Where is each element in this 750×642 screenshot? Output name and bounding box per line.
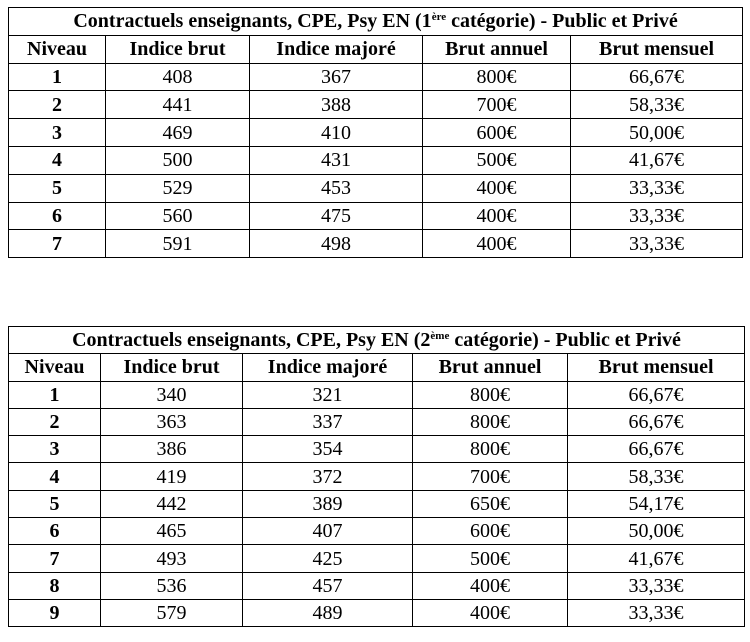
cell-indice-majore: 321 [243, 381, 413, 408]
cell-niveau: 5 [9, 174, 106, 202]
cell-indice-brut: 579 [101, 599, 243, 626]
cell-indice-brut: 469 [106, 119, 250, 147]
cell-indice-majore: 388 [250, 91, 423, 119]
cell-indice-majore: 489 [243, 599, 413, 626]
cell-niveau: 2 [9, 408, 101, 435]
cell-brut-mensuel: 66,67€ [568, 408, 745, 435]
cell-niveau: 6 [9, 518, 101, 545]
table-header-row [9, 35, 743, 63]
cell-brut-annuel: 400€ [423, 174, 571, 202]
cell-indice-majore: 410 [250, 119, 423, 147]
cell-brut-mensuel: 66,67€ [571, 63, 743, 91]
cell-brut-mensuel: 54,17€ [568, 490, 745, 517]
cell-brut-mensuel: 33,33€ [568, 599, 745, 626]
header-indice-majore: Indice majoré [250, 35, 423, 63]
cell-indice-majore: 367 [250, 63, 423, 91]
table-row [9, 202, 743, 230]
cell-brut-annuel: 400€ [413, 572, 568, 599]
cell-niveau: 4 [9, 146, 106, 174]
header-niveau: Niveau [9, 354, 101, 381]
cell-brut-annuel: 500€ [413, 545, 568, 572]
cell-niveau: 6 [9, 202, 106, 230]
cell-brut-mensuel: 33,33€ [568, 572, 745, 599]
cell-indice-brut: 340 [101, 381, 243, 408]
cell-niveau: 7 [9, 545, 101, 572]
cell-indice-majore: 407 [243, 518, 413, 545]
cell-niveau: 9 [9, 599, 101, 626]
table-body [9, 381, 745, 627]
header-indice-brut: Indice brut [106, 35, 250, 63]
cell-brut-annuel: 600€ [423, 119, 571, 147]
cell-indice-majore: 498 [250, 230, 423, 258]
cell-brut-annuel: 700€ [413, 463, 568, 490]
table-row [9, 436, 745, 463]
cell-indice-brut: 465 [101, 518, 243, 545]
cell-brut-mensuel: 66,67€ [568, 381, 745, 408]
cell-indice-brut: 419 [101, 463, 243, 490]
cell-niveau: 7 [9, 230, 106, 258]
cell-indice-brut: 441 [106, 91, 250, 119]
cell-indice-brut: 536 [101, 572, 243, 599]
cell-niveau: 1 [9, 63, 106, 91]
header-indice-majore: Indice majoré [243, 354, 413, 381]
cell-indice-majore: 389 [243, 490, 413, 517]
cell-brut-mensuel: 58,33€ [571, 91, 743, 119]
cell-indice-brut: 529 [106, 174, 250, 202]
cell-brut-mensuel: 41,67€ [571, 146, 743, 174]
table-body [9, 63, 743, 258]
cell-indice-brut: 591 [106, 230, 250, 258]
table-row [9, 63, 743, 91]
cell-indice-majore: 453 [250, 174, 423, 202]
header-niveau: Niveau [9, 35, 106, 63]
table-row [9, 463, 745, 490]
cell-niveau: 8 [9, 572, 101, 599]
table-header-row [9, 354, 745, 381]
table-row [9, 518, 745, 545]
table-title-row [9, 327, 745, 354]
cell-brut-annuel: 500€ [423, 146, 571, 174]
cell-niveau: 3 [9, 119, 106, 147]
cell-brut-annuel: 650€ [413, 490, 568, 517]
cell-indice-brut: 408 [106, 63, 250, 91]
cell-brut-mensuel: 41,67€ [568, 545, 745, 572]
cell-indice-brut: 560 [106, 202, 250, 230]
cell-brut-annuel: 800€ [413, 381, 568, 408]
cell-brut-mensuel: 33,33€ [571, 174, 743, 202]
table-row [9, 119, 743, 147]
table-row [9, 599, 745, 626]
cell-niveau: 4 [9, 463, 101, 490]
cell-indice-brut: 363 [101, 408, 243, 435]
header-brut-mensuel: Brut mensuel [571, 35, 743, 63]
cell-brut-mensuel: 58,33€ [568, 463, 745, 490]
cell-brut-annuel: 400€ [413, 599, 568, 626]
cell-brut-annuel: 600€ [413, 518, 568, 545]
cell-brut-mensuel: 50,00€ [568, 518, 745, 545]
cell-indice-majore: 425 [243, 545, 413, 572]
cell-niveau: 2 [9, 91, 106, 119]
header-indice-brut: Indice brut [101, 354, 243, 381]
salary-table-category-2 [8, 326, 745, 627]
cell-brut-mensuel: 33,33€ [571, 202, 743, 230]
cell-indice-majore: 475 [250, 202, 423, 230]
header-brut-annuel: Brut annuel [413, 354, 568, 381]
cell-niveau: 3 [9, 436, 101, 463]
table-row [9, 545, 745, 572]
table-row [9, 91, 743, 119]
table-row [9, 572, 745, 599]
cell-indice-majore: 354 [243, 436, 413, 463]
cell-indice-majore: 431 [250, 146, 423, 174]
salary-table-category-1 [8, 7, 743, 258]
table-row [9, 174, 743, 202]
cell-brut-mensuel: 50,00€ [571, 119, 743, 147]
cell-indice-majore: 372 [243, 463, 413, 490]
table-row [9, 230, 743, 258]
table-row [9, 408, 745, 435]
cell-indice-majore: 457 [243, 572, 413, 599]
cell-brut-annuel: 400€ [423, 230, 571, 258]
cell-brut-annuel: 700€ [423, 91, 571, 119]
cell-indice-majore: 337 [243, 408, 413, 435]
cell-brut-annuel: 800€ [413, 436, 568, 463]
cell-indice-brut: 386 [101, 436, 243, 463]
table-title: Contractuels enseignants, CPE, Psy EN (1ère catégorie) - Public et Privé [9, 8, 743, 36]
cell-brut-mensuel: 33,33€ [571, 230, 743, 258]
cell-niveau: 1 [9, 381, 101, 408]
table-row [9, 490, 745, 517]
cell-brut-annuel: 800€ [413, 408, 568, 435]
cell-brut-mensuel: 66,67€ [568, 436, 745, 463]
table-row [9, 381, 745, 408]
cell-brut-annuel: 800€ [423, 63, 571, 91]
cell-indice-brut: 500 [106, 146, 250, 174]
header-brut-mensuel: Brut mensuel [568, 354, 745, 381]
header-brut-annuel: Brut annuel [423, 35, 571, 63]
cell-indice-brut: 442 [101, 490, 243, 517]
cell-brut-annuel: 400€ [423, 202, 571, 230]
table-title-row [9, 8, 743, 36]
cell-indice-brut: 493 [101, 545, 243, 572]
table-title: Contractuels enseignants, CPE, Psy EN (2ème catégorie) - Public et Privé [9, 327, 745, 354]
cell-niveau: 5 [9, 490, 101, 517]
table-row [9, 146, 743, 174]
